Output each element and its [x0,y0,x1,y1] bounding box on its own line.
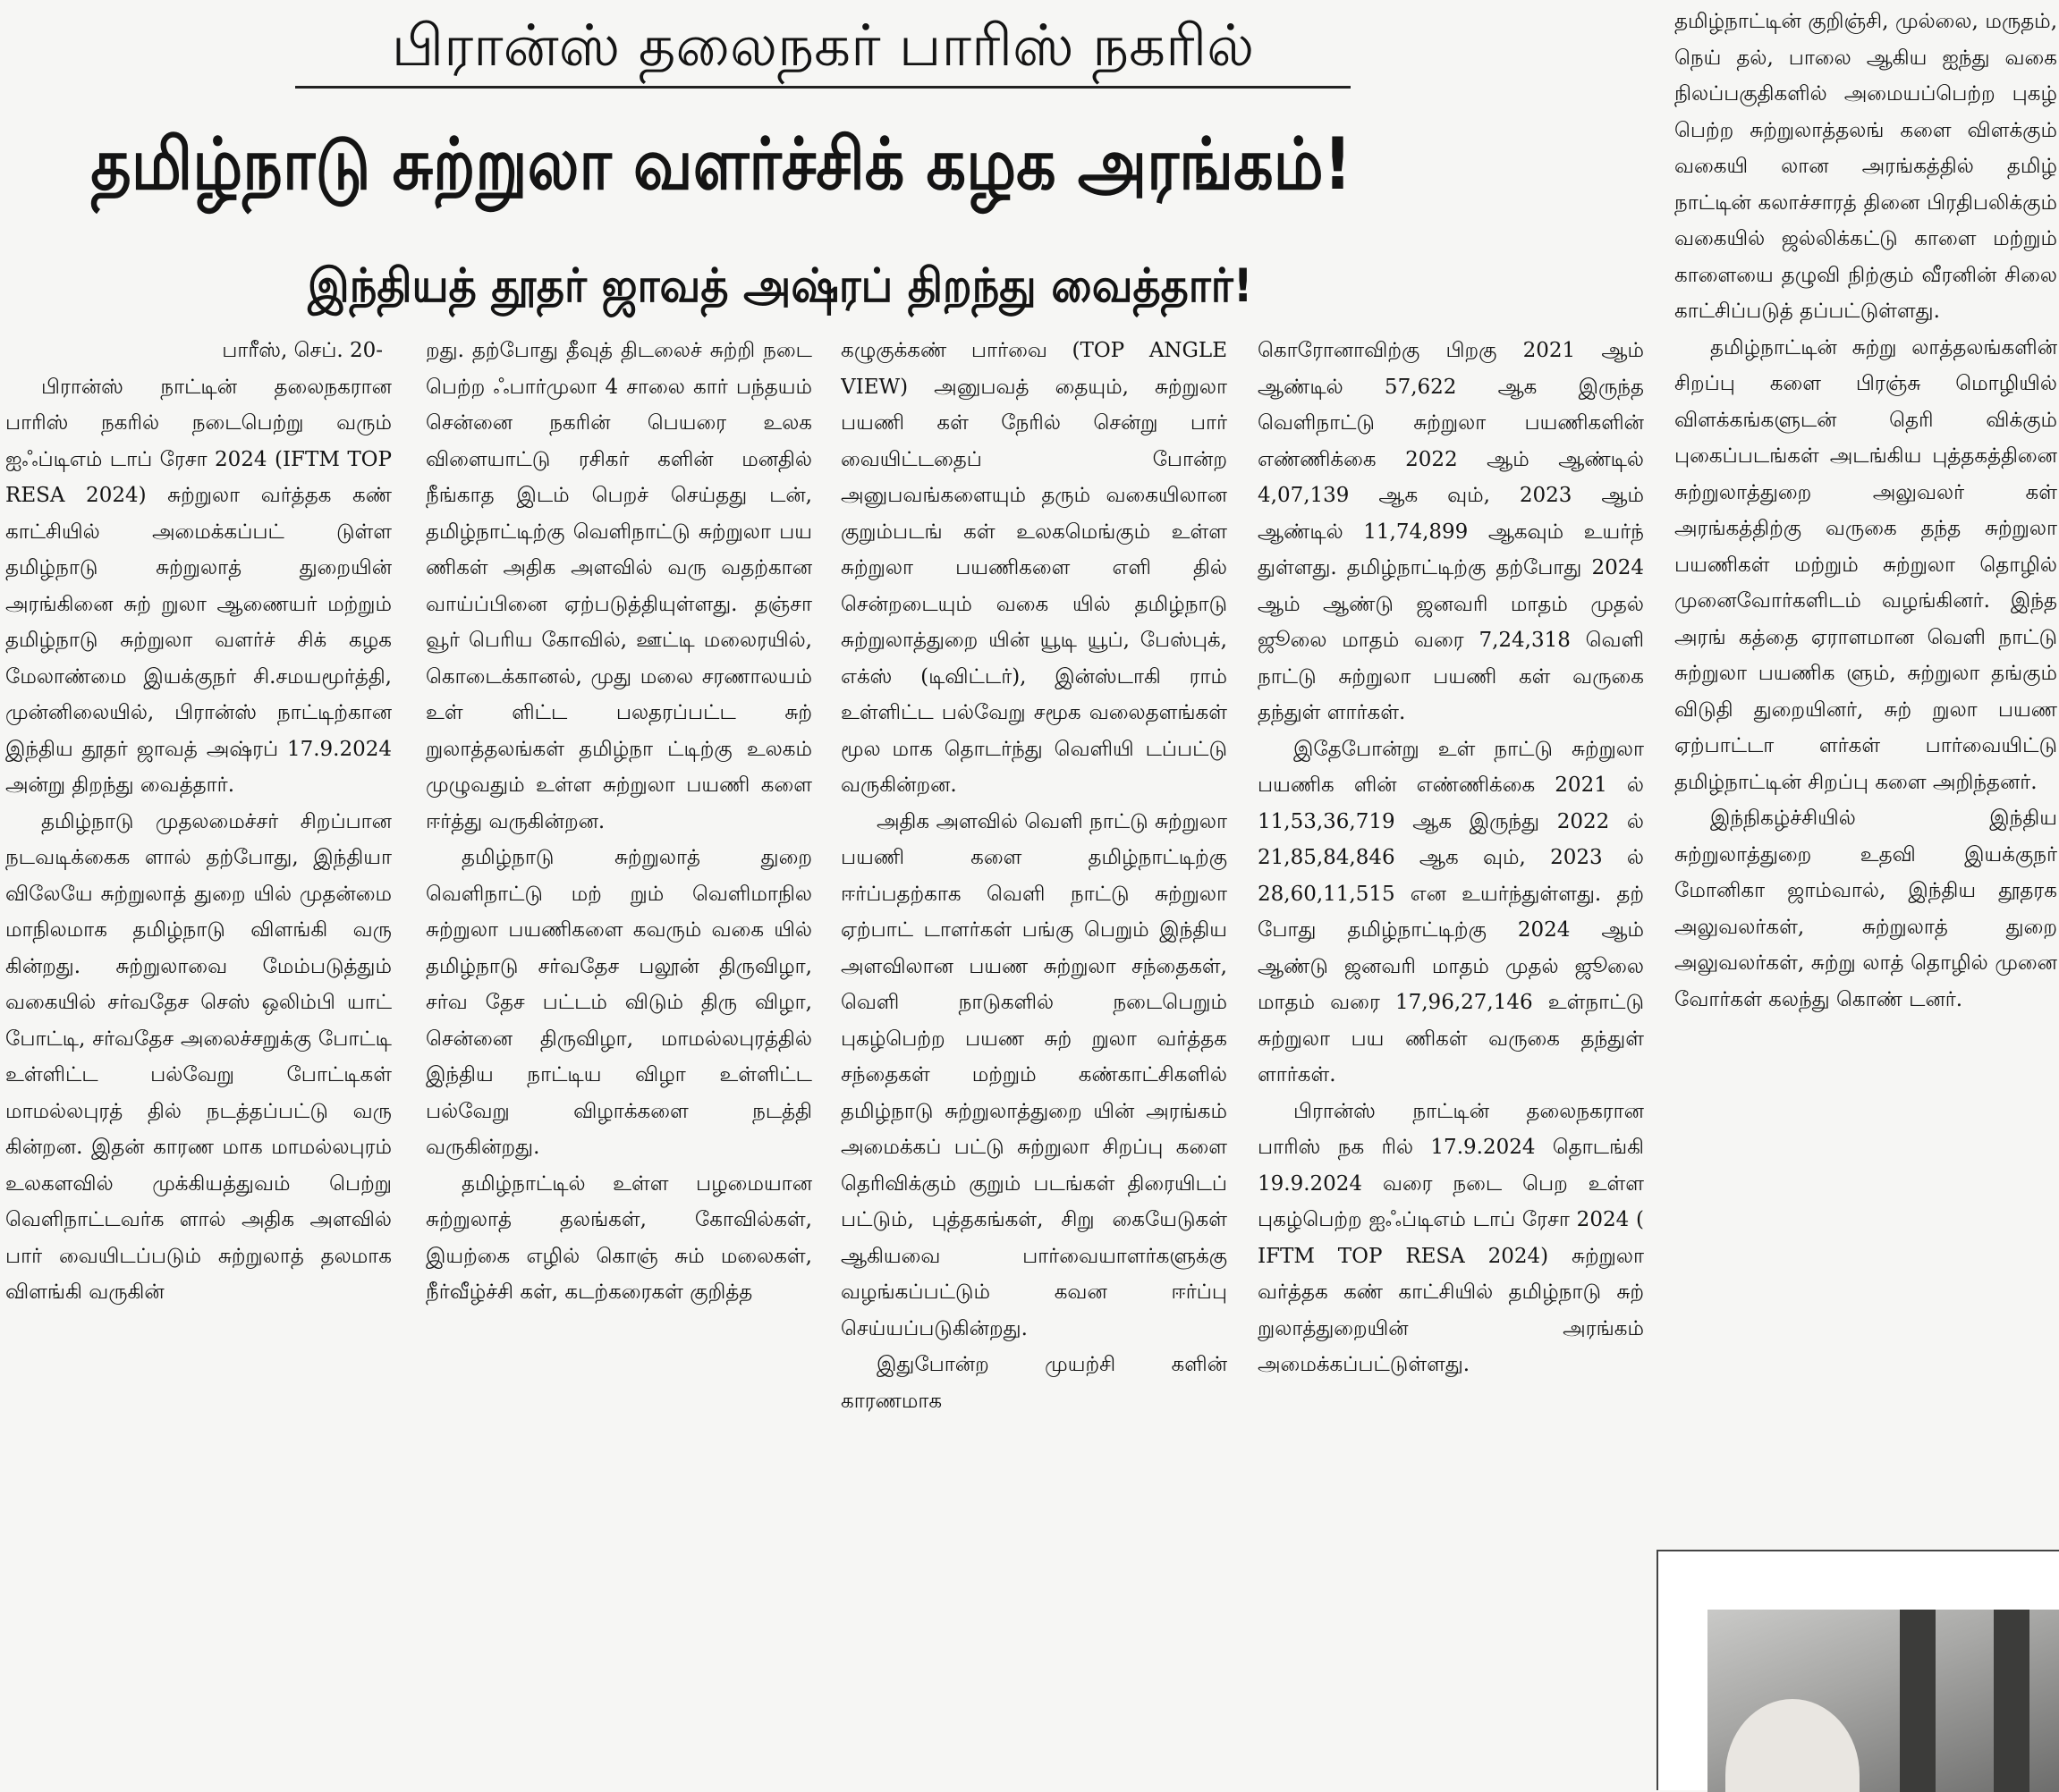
article-column-5 [1674,4,2057,1533]
kicker-headline: பிரான்ஸ் தலைநகர் பாரிஸ் நகரில் [391,13,1255,80]
paragraph: தமிழ்நாடு முதலமைச்சர் சிறப்பான நடவடிக்கைக ளால் தற்போது, இந்தியா விலேயே சுற்றுலாத் துறை யில் முதன்மை மாநிலமாக தமிழ்நாடு விளங்கி வரு கின்றது. சுற்றுலாவை மேம்படுத்தும் வகையில் சர்வதேச செஸ் ஒலிம்பி யாட் போட்டி, சர்வதேச அலைச்சறுக்கு போட்டி உள்ளிட்ட பல்வேறு போட்டிகள் மாமல்லபுரத் தில் நடத்தப்பட்டு வரு கின்றன. இதன் காரண மாக மாமல்லபுரம் உலகளவில் முக்கியத்துவம் பெற்று வெளிநாட்டவர்க ளால் அதிக அளவில் பார் வையிடப்படும் சுற்றுலாத் தலமாக விளங்கி வருகின் [5,809,392,1304]
paragraph: பிரான்ஸ் நாட்டின் தலைநகரான பாரிஸ் நக ரில் 17.9.2024 தொடங்கி 19.9.2024 வரை நடை பெற உள்ள புகழ்பெற்ற ஐஃப்டிஎம் டாப் ரேசா 2024 ( IFTM TOP RESA 2024) சுற்றுலா வர்த்தக கண் காட்சியில் தமிழ்நாடு சுற் றுலாத்துறையின் அரங்கம் அமைக்கப்பட்டுள்ளது. [1258,1099,1644,1376]
paragraph: இதேபோன்று உள் நாட்டு சுற்றுலா பயணிக ளின் எண்ணிக்கை 2021 ல் 11,53,36,719 ஆக இருந்து 2022 ல் 21,85,84,846 ஆக வும், 2023 ல் 28,60,11,515 என உயர்ந்துள்ளது. தற் போது தமிழ்நாட்டிற்கு 2024 ஆம் ஆண்டு ஜனவரி மாதம் முதல் ஜூலை மாதம் வரை 17,96,27,146 உள்நாட்டு சுற்றுலா பய ணிகள் வருகை தந்துள் ளார்கள். [1258,737,1644,1086]
paragraph: கொரோனாவிற்கு பிறகு 2021 ஆம் ஆண்டில் 57,622 ஆக இருந்த வெளிநாட்டு சுற்றுலா பயணிகளின் எண்ணிக்கை 2022 ஆம் ஆண்டில் 4,07,139 ஆக வும், 2023 ஆம் ஆண்டில் 11,74,899 ஆகவும் உயர்ந் துள்ளது. தமிழ்நாட்டிற்கு தற்போது 2024 ஆம் ஆண்டு ஜனவரி மாதம் முதல் ஜூலை மாதம் வரை 7,24,318 வெளி நாட்டு சுற்றுலா பயணி கள் வருகை தந்துள் ளார்கள். [1258,339,1644,724]
event-photo [1707,1610,2059,1792]
paragraph: கழுகுக்கண் பார்வை (TOP ANGLE VIEW) அனுபவத் தையும், சுற்றுலா பயணி கள் நேரில் சென்று பார் வையிட்டதைப் போன்ற அனுபவங்களையும் தரும் வகையிலான குறும்படங் கள் உலகமெங்கும் உள்ள சுற்றுலா பயணிகளை எளி தில் சென்றடையும் வகை யில் தமிழ்நாடு சுற்றுலாத்துறை யின் யூடி யூப், பேஸ்புக், எக்ஸ் (டிவிட்டர்), இன்ஸ்டாகி ராம் உள்ளிட்ட பல்வேறு சமூக வலைதளங்கள் மூல மாக தொடர்ந்து வெளியி டப்பட்டு வருகின்றன. [841,339,1227,797]
dateline: பாரீஸ், செப். 20- [222,339,383,362]
paragraph: பிரான்ஸ் நாட்டின் தலைநகரான பாரிஸ் நகரில் நடைபெற்று வரும் ஐஃப்டிஎம் டாப் ரேசா 2024 (IFTM TOP RESA 2024) சுற்றுலா வர்த்தக கண் காட்சியில் அமைக்கப்பட் டுள்ள தமிழ்நாடு சுற்றுலாத் துறையின் அரங்கினை சுற் றுலா ஆணையர் மற்றும் தமிழ்நாடு சுற்றுலா வளர்ச் சிக் கழக மேலாண்மை இயக்குநர் சி.சமயமூர்த்தி, முன்னிலையில், பிரான்ஸ் நாட்டிற்கான இந்திய தூதர் ஜாவத் அஷ்ரப் 17.9.2024 அன்று திறந்து வைத்தார். [5,375,392,797]
paragraph: றது. தற்போது தீவுத் திடலைச் சுற்றி நடை பெற்ற ஃபார்முலா 4 சாலை கார் பந்தயம் சென்னை நகரின் பெயரை உலக விளையாட்டு ரசிகர் களின் மனதில் நீங்காத இடம் பெறச் செய்தது டன், தமிழ்நாட்டிற்கு வெளிநாட்டு சுற்றுலா பய ணிகள் அதிக அளவில் வரு வதற்கான வாய்ப்பினை ஏற்படுத்தியுள்ளது. தஞ்சா வூர் பெரிய கோவில், ஊட்டி மலைரயில், கொடைக்கானல், முது மலை சரணாலயம் உள் ளிட்ட பலதரப்பட்ட சுற் றுலாத்தலங்கள் தமிழ்நா ட்டிற்கு உலகம் முழுவதும் உள்ள சுற்றுலா பயணி களை ஈர்த்து வருகின்றன. [426,339,812,833]
paragraph: தமிழ்நாட்டில் உள்ள பழமையான சுற்றுலாத் தலங்கள், கோவில்கள், இயற்கை எழில் கொஞ் சும் மலைகள், நீர்வீழ்ச்சி கள், கடற்கரைகள் குறித்த [426,1171,812,1304]
photo-pillar [1994,1610,2029,1792]
main-headline: தமிழ்நாடு சுற்றுலா வளர்ச்சிக் கழக அரங்கம்! [90,123,1352,206]
article-column-1 [5,333,392,1786]
photo-box [1657,1550,2059,1790]
paragraph: தமிழ்நாட்டின் சுற்று லாத்தலங்களின் சிறப்பு களை பிரஞ்சு மொழியில் விளக்கங்களுடன் தெரி விக்கும் புகைப்படங்கள் அடங்கிய புத்தகத்தினை சுற்றுலாத்துறை அலுவலர் கள் அரங்கத்திற்கு வருகை தந்த சுற்றுலா பயணிகள் மற்றும் சுற்றுலா தொழில் முனைவோர்களிடம் வழங்கினர். இந்த அரங் கத்தை ஏராளமான வெளி நாட்டு சுற்றுலா பயணிக ளும், சுற்றுலா தங்கும் விடுதி துறையினர், சுற் றுலா பயண ஏற்பாட்டா ளர்கள் பார்வையிட்டு தமிழ்நாட்டின் சிறப்பு களை அறிந்தனர். [1674,335,2057,794]
paragraph: இதுபோன்ற முயற்சி களின் காரணமாக [841,1353,1227,1413]
article-column-3 [841,333,1227,1786]
paragraph: அதிக அளவில் வெளி நாட்டு சுற்றுலா பயணி களை தமிழ்நாட்டிற்கு ஈர்ப்பதற்காக வெளி நாட்டு சுற்றுலா ஏற்பாட் டாளர்கள் பங்கு பெறும் இந்திய அளவிலான பயண சுற்றுலா சந்தைகள், வெளி நாடுகளில் நடைபெறும் புகழ்பெற்ற பயண சுற் றுலா வர்த்தக சந்தைகள் மற்றும் கண்காட்சிகளில் தமிழ்நாடு சுற்றுலாத்துறை யின் அரங்கம் அமைக்கப் பட்டு சுற்றுலா சிறப்பு களை தெரிவிக்கும் குறும் படங்கள் திரையிடப் பட்டும், புத்தகங்கள், சிறு கையேடுகள் ஆகியவை பார்வையாளர்களுக்கு வழங்கப்பட்டும் கவன ஈர்ப்பு செய்யப்படுகின்றது. [841,809,1227,1340]
article-column-4 [1258,333,1644,1786]
kicker-rule [295,86,1351,89]
article-column-2 [426,333,812,1786]
paragraph: தமிழ்நாடு சுற்றுலாத் துறை வெளிநாட்டு மற் றும் வெளிமாநில சுற்றுலா பயணிகளை கவரும் வகை யில் தமிழ்நாடு சர்வதேச பலூன் திருவிழா, சர்வ தேச பட்டம் விடும் திரு விழா, சென்னை திருவிழா, மாமல்லபுரத்தில் இந்திய நாட்டிய விழா உள்ளிட்ட பல்வேறு விழாக்களை நடத்தி வருகின்றது. [426,846,812,1159]
paragraph: இந்நிகழ்ச்சியில் இந்திய சுற்றுலாத்துறை உதவி இயக்குநர் மோனிகா ஜாம்வால், இந்திய தூதரக அலுவலர்கள், சுற்றுலாத் துறை அலுவலர்கள், சுற்று லாத் தொழில் முனை வோர்கள் கலந்து கொண் டனர். [1674,807,2057,1011]
paragraph: தமிழ்நாட்டின் குறிஞ்சி, முல்லை, மருதம், நெய் தல், பாலை ஆகிய ஐந்து வகை நிலப்பகுதிகளில் அமையப்பெற்ற புகழ் பெற்ற சுற்றுலாத்தலங் களை விளக்கும் வகையி லான அரங்கத்தில் தமிழ் நாட்டின் கலாச்சாரத் தினை பிரதிபலிக்கும் வகையில் ஜல்லிக்கட்டு காளை மற்றும் காளையை தழுவி நிற்கும் வீரனின் சிலை காட்சிப்படுத் தப்பட்டுள்ளது. [1674,10,2057,323]
sub-headline: இந்தியத் தூதர் ஜாவத் அஷ்ரப் திறந்து வைத்தார்! [308,259,1253,313]
photo-person [1725,1699,1860,1792]
photo-pillar [1900,1610,1936,1792]
